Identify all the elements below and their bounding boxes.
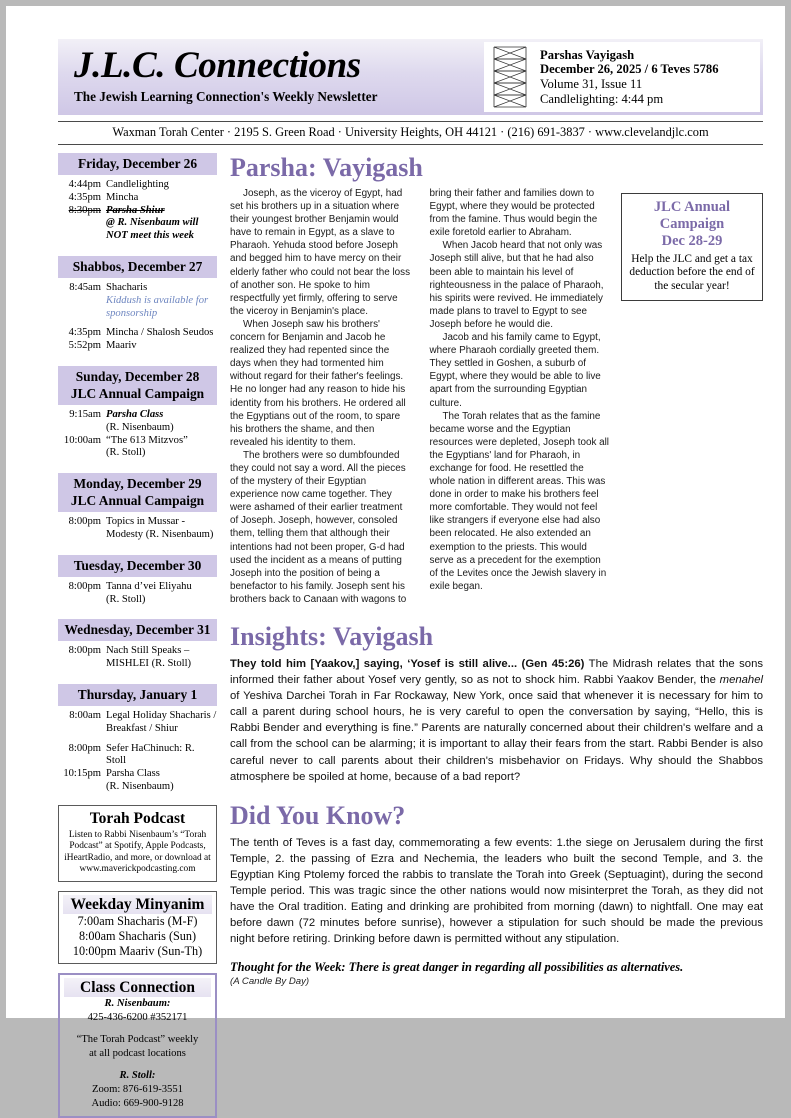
- torah-podcast-title: Torah Podcast: [89, 809, 186, 827]
- schedule-row-desc: Legal Holiday Shacharis /: [106, 709, 217, 721]
- schedule-row-desc: Nach Still Speaks –: [106, 645, 190, 657]
- schedule-row-desc: Mincha: [106, 191, 139, 203]
- jlc-campaign-box: [621, 193, 763, 301]
- schedule-row-desc: Shacharis: [106, 281, 148, 293]
- schedule-row-gap: [60, 736, 217, 743]
- schedule-day-rows: [58, 175, 217, 245]
- class-connection-title: Class Connection: [64, 978, 211, 997]
- schedule-row-desc: Kiddush is available for: [106, 294, 209, 306]
- schedule-row-time: 8:00pm: [68, 580, 101, 592]
- schedule-row-time: 4:35pm: [68, 191, 101, 203]
- class-connection-value: at all podcast locations: [89, 1048, 186, 1060]
- schedule-row-desc: Modesty (R. Nisenbaum): [106, 528, 214, 540]
- schedule-row: [60, 743, 217, 769]
- schedule-row: [60, 645, 217, 658]
- schedule-gap: [58, 245, 217, 256]
- torah-podcast-box: [58, 805, 217, 883]
- schedule-row: [60, 308, 217, 321]
- minyan-line: 10:00pm Maariv (Sun-Th): [72, 943, 203, 958]
- schedule-row-desc: NOT meet this week: [106, 230, 194, 242]
- schedule-list: [58, 153, 217, 796]
- schedule-day-rows: [58, 512, 217, 544]
- schedule-row: [60, 340, 217, 353]
- campaign-body: Help the JLC and get a tax deduction before the end of the secular year!: [629, 253, 755, 292]
- schedule-row: [60, 723, 217, 736]
- schedule-day-heading: Thursday, January 1: [58, 684, 217, 706]
- schedule-row: [60, 781, 217, 794]
- insights-body-a: The Midrash relates that the sons informed their father about Yosef very gently, so as not to shock him. Rabbi Yaakov Bender, the: [230, 658, 763, 687]
- schedule-day-heading: Monday, December 29 JLC Annual Campaign: [58, 473, 217, 512]
- schedule-day-rows: [58, 278, 217, 355]
- schedule-day-heading: Wednesday, December 31: [58, 619, 217, 641]
- schedule-gap: [58, 673, 217, 684]
- insights-heading: Insights: Vayigash: [230, 622, 434, 651]
- thought-source: (A Candle By Day): [230, 976, 310, 988]
- schedule-row-desc: (R. Nisenbaum): [106, 780, 174, 792]
- weekday-minyanim-title: Weekday Minyanim: [63, 895, 212, 914]
- schedule-day-rows: [58, 405, 217, 462]
- schedule-row-desc: (R. Stoll): [106, 447, 146, 459]
- schedule-row-desc: Parsha Class: [106, 768, 160, 780]
- class-connection-box: [58, 973, 217, 1118]
- parsha-paragraph: Jacob and his family came to Egypt, where Pharaoh cordially greeted them. They settled in Goshen, a suburb of Egypt, where they would be able to live apart from the surrounding Egyptian culture.: [429, 332, 601, 409]
- weekday-minyanim-box: [58, 891, 217, 964]
- hourglass-logo-icon: [490, 45, 530, 109]
- schedule-row-time: 4:35pm: [68, 327, 101, 339]
- class-connection-value: Audio: 669-900-9128: [91, 1098, 184, 1110]
- minyan-line: 8:00am Shacharis (Sun): [78, 928, 197, 943]
- schedule-row: [60, 768, 217, 781]
- masthead: [58, 39, 763, 115]
- schedule-day-rows: [58, 641, 217, 673]
- schedule-row-desc: Maariv: [106, 340, 137, 352]
- masthead-left: [58, 39, 484, 115]
- schedule-row: [60, 205, 217, 218]
- schedule-row-desc: Breakfast / Shiur: [106, 722, 178, 734]
- main-column: [226, 153, 763, 1118]
- schedule-gap: [58, 544, 217, 555]
- newsletter-subtitle: The Jewish Learning Connection's Weekly Newsletter: [74, 89, 378, 104]
- schedule-row-time: 8:00pm: [68, 645, 101, 657]
- thought-for-the-week: [230, 960, 763, 975]
- schedule-row-time: 8:30pm: [68, 204, 101, 216]
- schedule-row-desc: Parsha Shiur: [106, 204, 165, 216]
- thought-label: Thought for the Week:: [230, 960, 346, 975]
- torah-podcast-body: Listen to Rabbi Nisenbaum’s “Torah Podcast” at Spotify, Apple Podcasts, iHeartRadio, and more, or download at www.maverickpodcasting.com: [64, 829, 211, 874]
- insights-body-b: of Yeshiva Darchei Torah in Far Rockaway, New York, once said that whenever it is necessary for him to call a parent during school hours, he is very careful to open the conversation by saying, “Hello, this is Rabbi Bender and everything is fine.” Parents are naturally concerned about their children's welfare and a call from the school can be alarming; it is important to allay their fears from the start. Rabbi Bender is also careful never to call parents about their children's misbehavior on Fridays. Why should the Shabbos atmosphere be spoiled at home, because of a bad report?: [230, 690, 763, 783]
- schedule-gap: [58, 608, 217, 619]
- parsha-paragraph: When Jacob heard that not only was Joseph still alive, but that he had also been able to maintain his level of righteousness in the palace of Pharaoh, his spirits were revived. He immediately made plans to travel to Egypt to see Joseph before he would die.: [429, 240, 604, 330]
- schedule-day-rows: [58, 577, 217, 609]
- masthead-right: [484, 42, 760, 112]
- schedule-row-desc: Tanna d’vei Eliyahu: [106, 580, 192, 592]
- parsha-paragraph: The Torah relates that as the famine became worse and the Egyptian resources were depleted, Joseph took all the Egyptians' land for Pharaoh, in exchange for food. He resettled the whole nation in different areas. This was done in order to make his brothers feel more comfortable. They would not feel like strangers if everyone else had also been relocated. He also extended an exemption to the priests. This would serve as a precedent for the exemption of the Levites once the Jewish slavery in exile began.: [429, 410, 610, 592]
- schedule-row: [60, 581, 217, 594]
- schedule-row: [60, 230, 217, 243]
- newsletter-page: [6, 6, 785, 1110]
- parsha-paragraph: The brothers were so dumbfounded they could not say a word. All the pieces of the mystery of their Egyptian experience now came together. They were ashamed of their earlier treatment of Joseph. Joseph, however, consoled them, telling them that although their intentions had not been proper, G-d had used the incident as a means of putting Joseph into the position of being a benefactor to his family. Joseph sent his brothers back to Canaan with wagons to bring their father and families down to Egypt, where they would be protected from the famine. Thus would begin the exile foretold earlier to Abraham.: [230, 188, 598, 605]
- issue-date: December 26, 2025 / 6 Teves 5786: [540, 62, 719, 77]
- class-connection-value: “The Torah Podcast” weekly: [76, 1034, 199, 1046]
- schedule-row-time: 4:44pm: [68, 179, 101, 190]
- sidebar-schedule: [58, 153, 226, 1118]
- parsha-paragraph: When Joseph saw his brothers' concern for Benjamin and Jacob he realized they had repented since the days when they had tormented him without regard for their father's feelings. He no longer had any reason to hide his identity from his brothers. He ordered all the Egyptians out of the room, to spare his brothers the shame, and then revealed his identity to them.: [230, 318, 406, 448]
- issue-parsha: Parshas Vayigash: [540, 47, 635, 62]
- schedule-row: [60, 409, 217, 422]
- parsha-heading: Parsha: Vayigash: [230, 153, 423, 182]
- did-you-know-body: The tenth of Teves is a fast day, commemorating a few events: 1.the siege on Jerusalem during the first Temple, 2. the passing of Ezra and Nechemia, the leaders who built the second Temple, and 3. the Egyptian King Ptolemy forced the rabbis to translate the Torah into Greek (Septuagint), during the second Temple period. This was tragic since the other nations would now misinterpret the Torah, as they did not have the Oral tradition. Eating and drinking are prohibited from morning (dawn) to nightfall. One may eat before dawn (72 minutes before sunrise), however a stipulation for such should be made the previous night before retiring. Drinking before dawn is permitted without any stipulation.: [230, 836, 763, 946]
- schedule-row-desc: (R. Stoll): [106, 593, 146, 605]
- schedule-row: [60, 295, 217, 308]
- schedule-gap: [58, 462, 217, 473]
- minyan-line: 7:00am Shacharis (M-F): [77, 914, 198, 929]
- schedule-row-time: 9:15am: [69, 408, 101, 420]
- parsha-section: [230, 187, 763, 606]
- address-bar: Waxman Torah Center · 2195 S. Green Road · University Heights, OH 44121 · (216) 691-3837 · www.clevelandjlc.com: [58, 121, 763, 145]
- schedule-row-desc: (R. Nisenbaum): [106, 421, 174, 433]
- campaign-line-2: Campaign: [659, 216, 725, 232]
- schedule-day-heading: Shabbos, December 27: [58, 256, 217, 278]
- schedule-row: [60, 594, 217, 607]
- thought-text: There is great danger in regarding all possibilities as alternatives.: [345, 960, 684, 975]
- schedule-row-desc: sponsorship: [106, 307, 158, 319]
- content-area: [58, 153, 763, 1118]
- schedule-row-desc: Sefer HaChinuch: R. Stoll: [106, 742, 195, 767]
- schedule-row-desc: “The 613 Mitzvos”: [106, 434, 188, 446]
- schedule-row: [60, 327, 217, 340]
- insights-body: [230, 656, 763, 785]
- class-connection-gap: [64, 1025, 211, 1033]
- class-connection-gap: [64, 1061, 211, 1069]
- schedule-row: [60, 529, 217, 542]
- issue-volume: Volume 31, Issue 11: [540, 77, 643, 91]
- schedule-row-time: 5:52pm: [68, 340, 101, 352]
- schedule-row-time: 8:45am: [69, 281, 101, 293]
- issue-candlelighting: Candlelighting: 4:44 pm: [540, 91, 664, 106]
- class-connection-name: R. Nisenbaum:: [104, 998, 171, 1010]
- parsha-paragraph: Joseph, as the viceroy of Egypt, had set his brothers up in a situation where their youngest brother Benjamin would have to remain in Egypt, as a slave to Pharaoh. Yehuda stood before Joseph and begged him to have mercy on their elderly father who could not bear the loss of another son. He spoke to him respectfully yet firmly, offering to serve the viceroy in Benjamin's place.: [230, 188, 411, 317]
- weekday-minyanim-list: [63, 914, 212, 958]
- schedule-row-time: 8:00am: [69, 709, 101, 721]
- schedule-row: [60, 516, 217, 529]
- campaign-line-3: Dec 28-29: [661, 233, 723, 249]
- issue-info: [540, 48, 719, 106]
- class-connection-value: 425-436-6200 #352171: [87, 1012, 188, 1024]
- newsletter-title: J.L.C. Connections: [74, 45, 361, 86]
- schedule-row: [60, 192, 217, 205]
- schedule-day-rows: [58, 706, 217, 796]
- did-you-know-heading: Did You Know?: [230, 800, 406, 830]
- class-connection-list: [64, 997, 211, 1111]
- schedule-row: [60, 179, 217, 192]
- schedule-row-gap: [60, 320, 217, 327]
- schedule-row: [60, 447, 217, 460]
- schedule-row-desc: Mincha / Shalosh Seudos: [106, 327, 214, 339]
- class-connection-name: R. Stoll:: [119, 1070, 156, 1082]
- campaign-line-1: JLC Annual: [653, 199, 731, 215]
- schedule-row: [60, 658, 217, 671]
- schedule-day-heading: Friday, December 26: [58, 153, 217, 175]
- schedule-row: [60, 710, 217, 723]
- schedule-row: [60, 435, 217, 448]
- schedule-day-heading: Tuesday, December 30: [58, 555, 217, 577]
- schedule-gap: [58, 355, 217, 366]
- schedule-row: [60, 422, 217, 435]
- schedule-row-desc: MISHLEI (R. Stoll): [106, 658, 192, 670]
- schedule-row-time: 8:00pm: [68, 742, 101, 754]
- schedule-row-desc: Candlelighting: [106, 179, 169, 190]
- insights-lead: They told him [Yaakov,] saying, ‘Yosef is still alive... (Gen 45:26): [230, 658, 585, 670]
- schedule-row-desc: @ R. Nisenbaum will: [106, 217, 199, 229]
- parsha-body: [230, 187, 611, 606]
- schedule-row: [60, 282, 217, 295]
- insights-menahel-term: menahel: [719, 674, 763, 687]
- schedule-row-time: 10:15pm: [63, 768, 101, 780]
- schedule-day-heading: Sunday, December 28 JLC Annual Campaign: [58, 366, 217, 405]
- schedule-row-time: 8:00pm: [68, 516, 101, 528]
- schedule-row-desc: Parsha Class: [106, 408, 164, 420]
- class-connection-value: Zoom: 876-619-3551: [92, 1084, 183, 1096]
- schedule-row: [60, 217, 217, 230]
- schedule-row-desc: Topics in Mussar -: [106, 516, 185, 528]
- schedule-row-time: 10:00am: [63, 434, 101, 446]
